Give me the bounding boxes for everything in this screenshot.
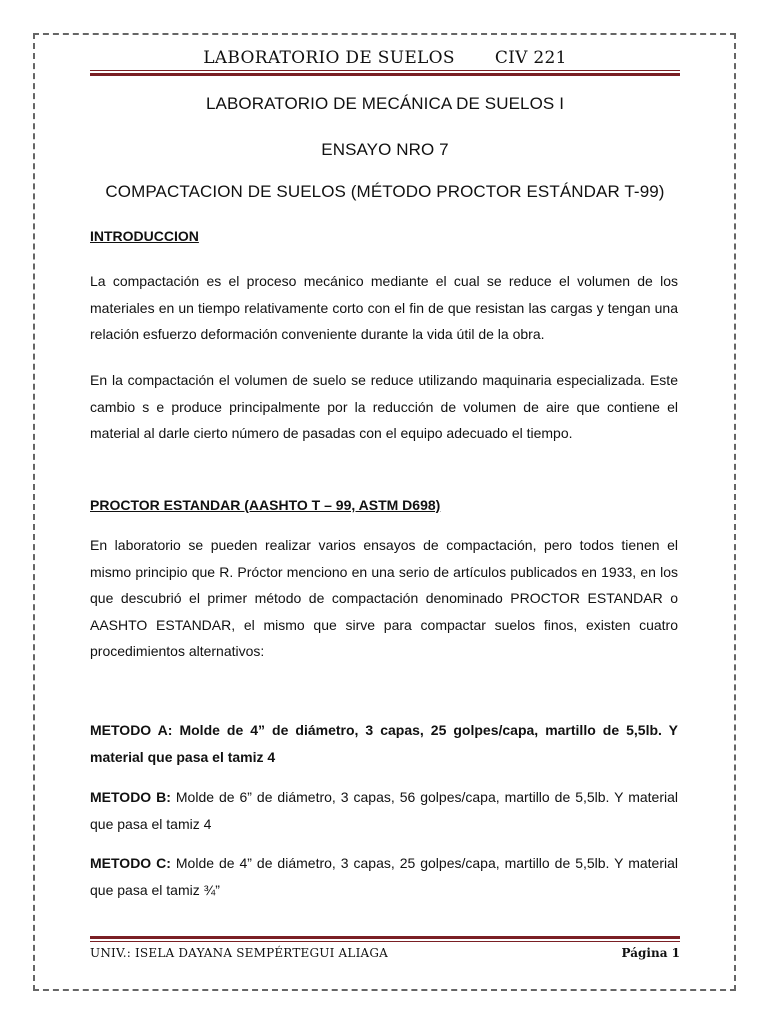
method-b-text: Molde de 6” de diámetro, 3 capas, 56 golpes/capa, martillo de 5,5lb. Y material que pasa el tamiz 4 <box>90 789 678 832</box>
intro-paragraph-1: La compactación es el proceso mecánico mediante el cual se reduce el volumen de los materiales en un tiempo relativamente corto con el fin de que resistan las cargas y tengan una relación esfuerzo deformación conveniente durante la vida útil de la obra. <box>90 273 678 342</box>
method-a-label: METODO A: <box>90 722 173 738</box>
method-b-label: METODO B: <box>90 789 171 805</box>
method-c-text: Molde de 4” de diámetro, 3 capas, 25 golpes/capa, martillo de 5,5lb. Y material que pasa el tamiz ¾” <box>90 855 678 898</box>
intro-paragraph-2: En la compactación el volumen de suelo se reduce utilizando maquinaria especializada. Este cambio s e produce principalmente por la reducción de volumen de aire que contiene el material al darle cierto número de pasadas con el equipo adecuado el tiempo. <box>90 372 678 441</box>
method-a <box>90 717 678 770</box>
footer-rule-thin <box>90 941 680 942</box>
footer-rule-thick <box>90 936 680 939</box>
header-rule-thin <box>90 70 680 71</box>
method-c-label: METODO C: <box>90 855 171 871</box>
header-rule-thick <box>90 73 680 76</box>
section-heading-proctor: PROCTOR ESTANDAR (AASHTO T – 99, ASTM D698) <box>90 497 441 513</box>
header-code: CIV 221 <box>494 48 567 68</box>
section-heading-intro: INTRODUCCION <box>90 228 199 244</box>
experiment-number: ENSAYO NRO 7 <box>321 140 449 159</box>
method-a-text: Molde de 4” de diámetro, 3 capas, 25 golpes/capa, martillo de 5,5lb. Y material que pasa el tamiz 4 <box>90 722 678 765</box>
header-course: LABORATORIO DE SUELOS <box>203 48 455 68</box>
footer-author: UNIV.: ISELA DAYANA SEMPÉRTEGUI ALIAGA <box>90 946 389 960</box>
method-c <box>90 850 678 903</box>
footer-page-number: Página 1 <box>621 946 680 960</box>
proctor-paragraph: En laboratorio se pueden realizar varios ensayos de compactación, pero todos tienen el mismo principio que R. Próctor menciono en una serio de artículos publicados en 1933, en los que descubrió el primer método de compactación denominado PROCTOR ESTANDAR o AASHTO ESTANDAR, el mismo que sirve para compactar suelos finos, existen cuatro procedimientos alternativos: <box>90 537 678 659</box>
page-header <box>90 48 680 68</box>
experiment-title: COMPACTACION DE SUELOS (MÉTODO PROCTOR ESTÁNDAR T-99) <box>105 182 665 201</box>
document-title: LABORATORIO DE MECÁNICA DE SUELOS I <box>205 94 565 113</box>
method-b <box>90 784 678 837</box>
